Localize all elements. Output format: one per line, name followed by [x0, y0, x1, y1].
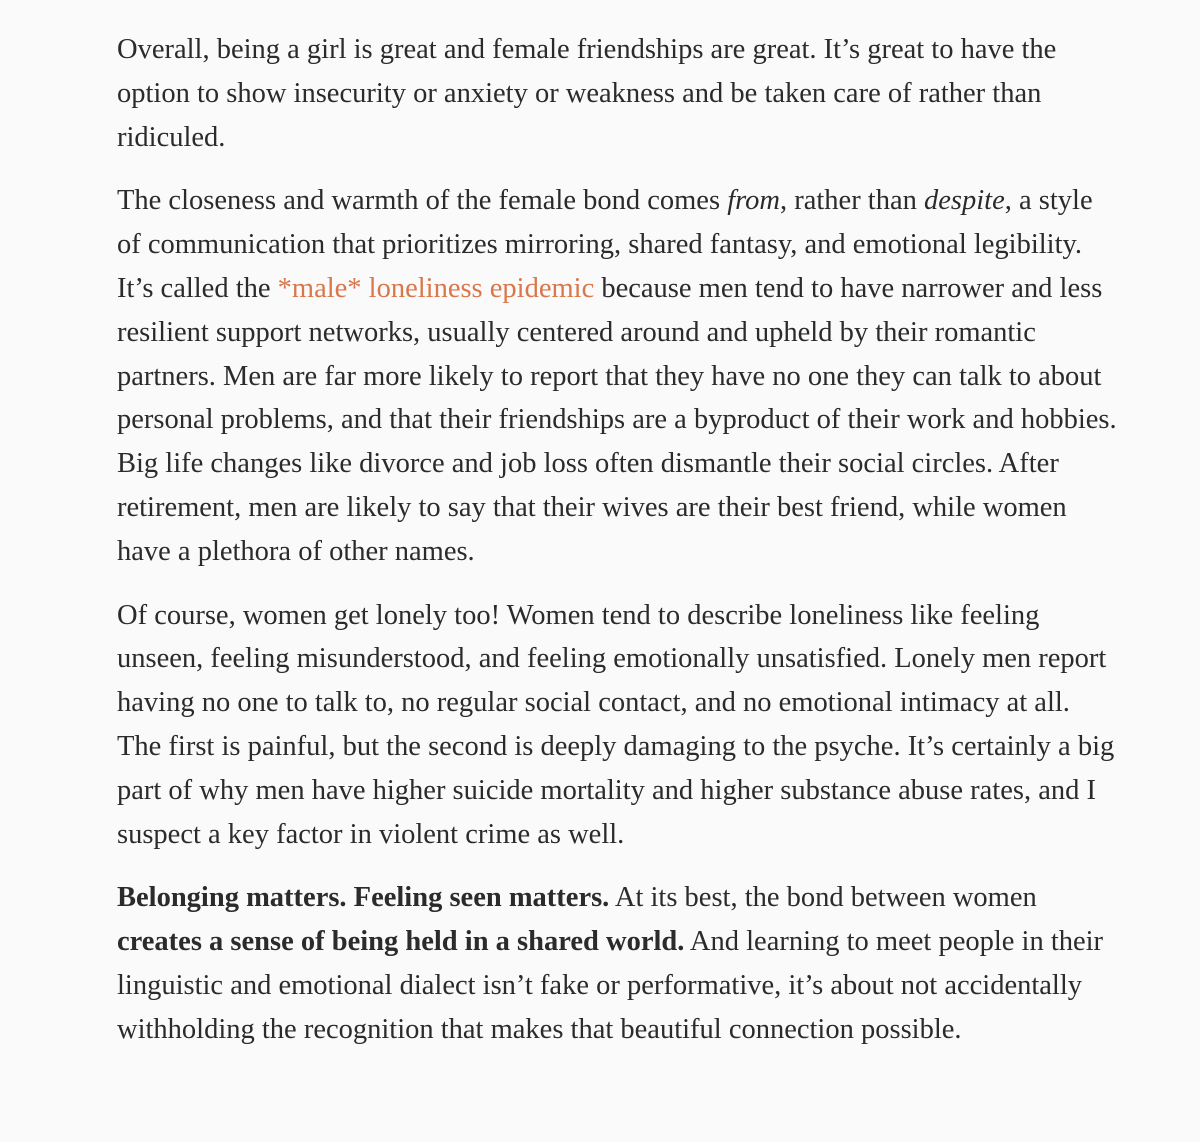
paragraph-2: [117, 179, 1117, 573]
paragraph-4: [117, 876, 1117, 1051]
paragraph-3: Of course, women get lonely too! Women tend to describe loneliness like feeling unseen, feeling misunderstood, and feeling emotionally unsatisfied. Lonely men report having no one to talk to, no regular social contact, and no emotional intimacy at all. The first is painful, but the second is deeply damaging to the psyche. It’s certainly a big part of why men have higher suicide mortality and higher substance abuse rates, and I suspect a key factor in violent crime as well.: [117, 599, 1115, 850]
article-body: [117, 28, 1117, 1072]
emphasis-despite: despite: [924, 185, 1005, 217]
paragraph-1: Overall, being a girl is great and female friendships are great. It’s great to have the option to show insecurity or anxiety or weakness and be taken care of rather than ridiculed.: [117, 34, 1057, 153]
paragraph-2-text-3: , a style of communication that prioritizes mirroring, shared fantasy, and emotional legibility. It’s called the: [117, 185, 1093, 304]
paragraph-4-text-2: And learning to meet people in their linguistic and emotional dialect isn’t fake or performative, it’s about not accidentally withholding the recognition that makes that beautiful connection possible.: [117, 926, 1104, 1045]
male-loneliness-epidemic-link[interactable]: *male* loneliness epidemic: [277, 272, 595, 304]
paragraph-2-text-4: because men tend to have narrower and less resilient support networks, usually centered around and upheld by their romantic partners. Men are far more likely to report that they have no one they can talk to about personal problems, and that their friendships are a byproduct of their work and hobbies. Big life changes like divorce and job loss often dismantle their social circles. After retirement, men are likely to say that their wives are their best friend, while women have a plethora of other names.: [117, 272, 1117, 567]
paragraph-4-text-1: At its best, the bond between women: [609, 882, 1037, 914]
bold-shared-world: creates a sense of being held in a shared world.: [117, 926, 685, 958]
emphasis-from: from: [727, 185, 780, 217]
bold-belonging-matters: Belonging matters. Feeling seen matters.: [117, 882, 610, 914]
paragraph-2-text-2: , rather than: [779, 185, 925, 217]
paragraph-2-text-1: The closeness and warmth of the female bond comes: [117, 185, 728, 217]
